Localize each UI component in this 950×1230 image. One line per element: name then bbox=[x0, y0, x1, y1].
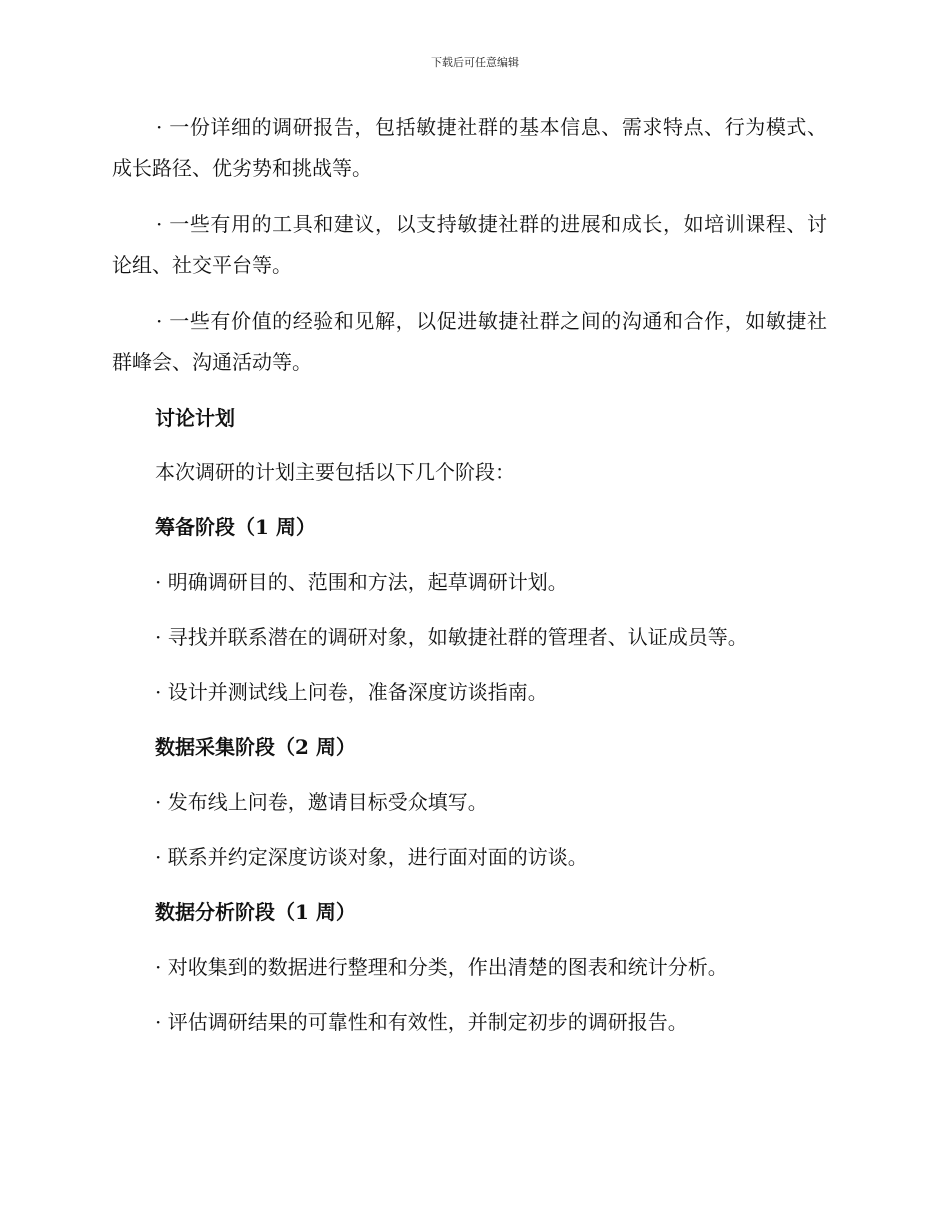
bullet-paragraph-tools: · 一些有用的工具和建议，以支持敏捷社群的进展和成长，如培训课程、讨论组、社交平台等。 bbox=[112, 212, 827, 277]
section-title: 讨论计划 bbox=[155, 406, 235, 430]
phase-title-preparation: 筹备阶段（1 周） bbox=[155, 515, 316, 539]
list-item: · 设计并测试线上问卷，准备深度访谈指南。 bbox=[155, 680, 548, 704]
bullet-paragraph-report: · 一份详细的调研报告，包括敏捷社群的基本信息、需求特点、行为模式、成长路径、优劣势和挑战等。 bbox=[112, 115, 827, 180]
list-item: · 明确调研目的、范围和方法，起草调研计划。 bbox=[155, 570, 568, 594]
list-item: · 评估调研结果的可靠性和有效性，并制定初步的调研报告。 bbox=[155, 1010, 688, 1034]
list-item: · 寻找并联系潜在的调研对象，如敏捷社群的管理者、认证成员等。 bbox=[155, 625, 748, 649]
phase-title-data-collection: 数据采集阶段（2 周） bbox=[155, 735, 356, 759]
intro-text: 本次调研的计划主要包括以下几个阶段： bbox=[155, 460, 515, 484]
list-item: · 对收集到的数据进行整理和分类，作出清楚的图表和统计分析。 bbox=[155, 955, 728, 979]
phase-title-data-analysis: 数据分析阶段（1 周） bbox=[155, 900, 356, 924]
bullet-paragraph-insights: · 一些有价值的经验和见解，以促进敏捷社群之间的沟通和合作，如敏捷社群峰会、沟通活动等。 bbox=[112, 309, 827, 374]
page-header: 下载后可任意编辑 bbox=[431, 56, 519, 69]
list-item: · 发布线上问卷，邀请目标受众填写。 bbox=[155, 790, 488, 814]
list-item: · 联系并约定深度访谈对象，进行面对面的访谈。 bbox=[155, 845, 588, 869]
